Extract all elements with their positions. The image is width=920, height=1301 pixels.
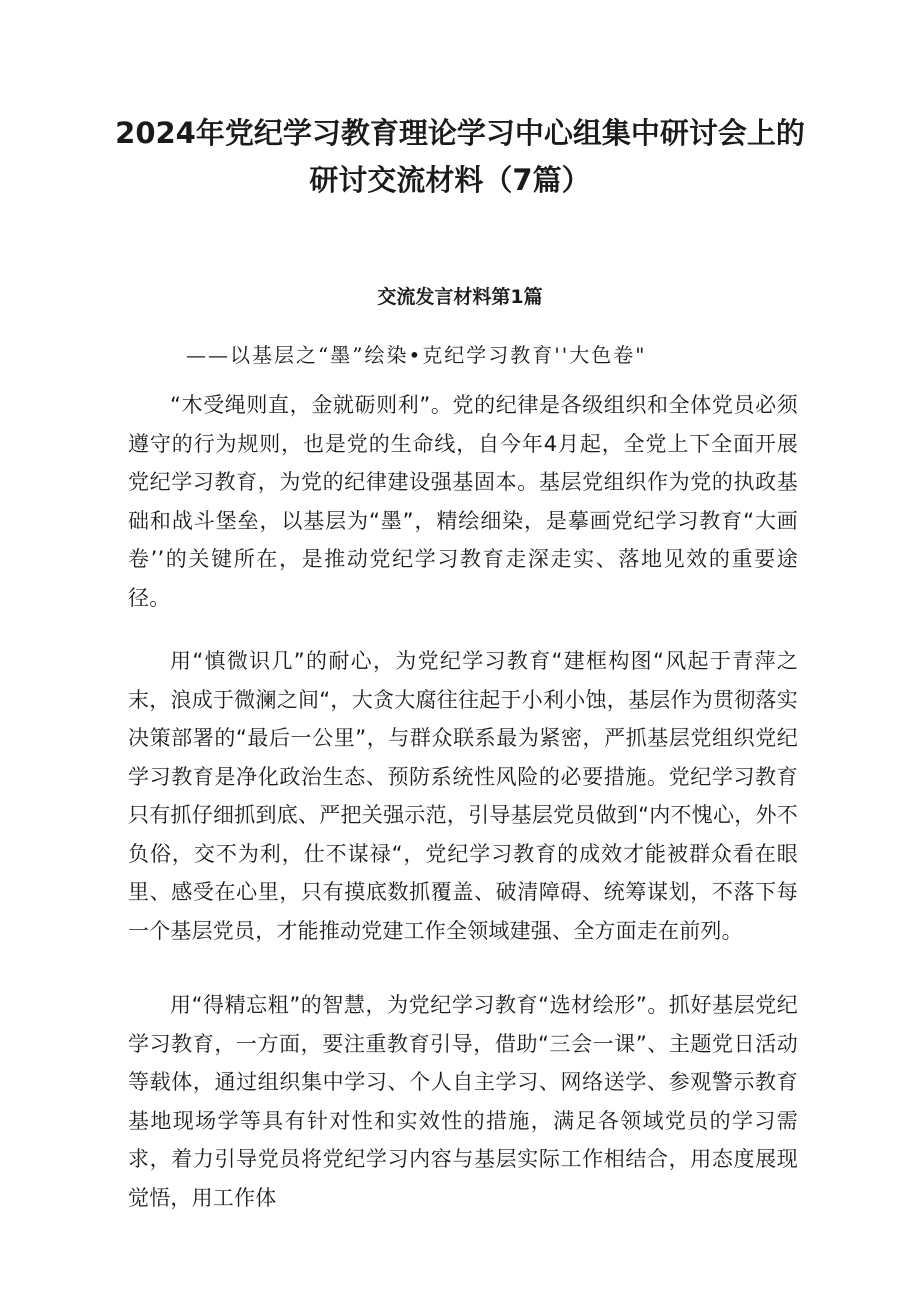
document-title-line-1: 2024年党纪学习教育理论学习中心组集中研讨会上的 [115, 116, 805, 150]
document-title-line-2: 研讨交流材料（7篇） [309, 163, 591, 197]
section-subtitle: ——以基层之“墨”绘染•克纪学习教育''大色卷" [186, 343, 647, 367]
body-paragraph-1: “木受绳则直，金就砺则利”。党的纪律是各级组织和全体党员必须遵守的行为规则，也是党的生命线，自今年4月起，全党上下全面开展党纪学习教育，为党的纪律建设强基固本。基层党组织作为党的执政基础和战斗堡垒，以基层为“墨”，精绘细染，是摹画党纪学习教育“大画卷’’的关键所在，是推动党纪学习教育走深走实、落地见效的重要途径。 [128, 393, 798, 610]
section-heading: 交流发言材料第1篇 [377, 286, 543, 308]
body-paragraph-3: 用“得精忘粗”的智慧，为党纪学习教育“选材绘形”。抓好基层党纪学习教育，一方面，要注重教育引导，借助“三会一课”、主题党日活动等载体，通过组织集中学习、个人自主学习、网络送学、参观警示教育基地现场学等具有针对性和实效性的措施，满足各领域党员的学习需求，着力引导党员将党纪学习内容与基层实际工作相结合，用态度展现觉悟，用工作体 [128, 993, 798, 1210]
body-paragraph-2: 用“慎微识几”的耐心，为党纪学习教育“建框构图“风起于青萍之末，浪成于微澜之间“，大贪大腐往往起于小利小蚀，基层作为贯彻落实决策部署的“最后一公里”，与群众联系最为紧密，严抓基层党组织党纪学习教育是净化政治生态、预防系统性风险的必要措施。党纪学习教育只有抓仔细抓到底、严把关强示范，引导基层党员做到“内不愧心，外不负俗，交不为利，仕不谋禄“，党纪学习教育的成效才能被群众看在眼里、感受在心里，只有摸底数抓覆盖、破清障碍、统筹谋划，不落下每一个基层党员，才能推动党建工作全领域建强、全方面走在前列。 [128, 649, 798, 943]
